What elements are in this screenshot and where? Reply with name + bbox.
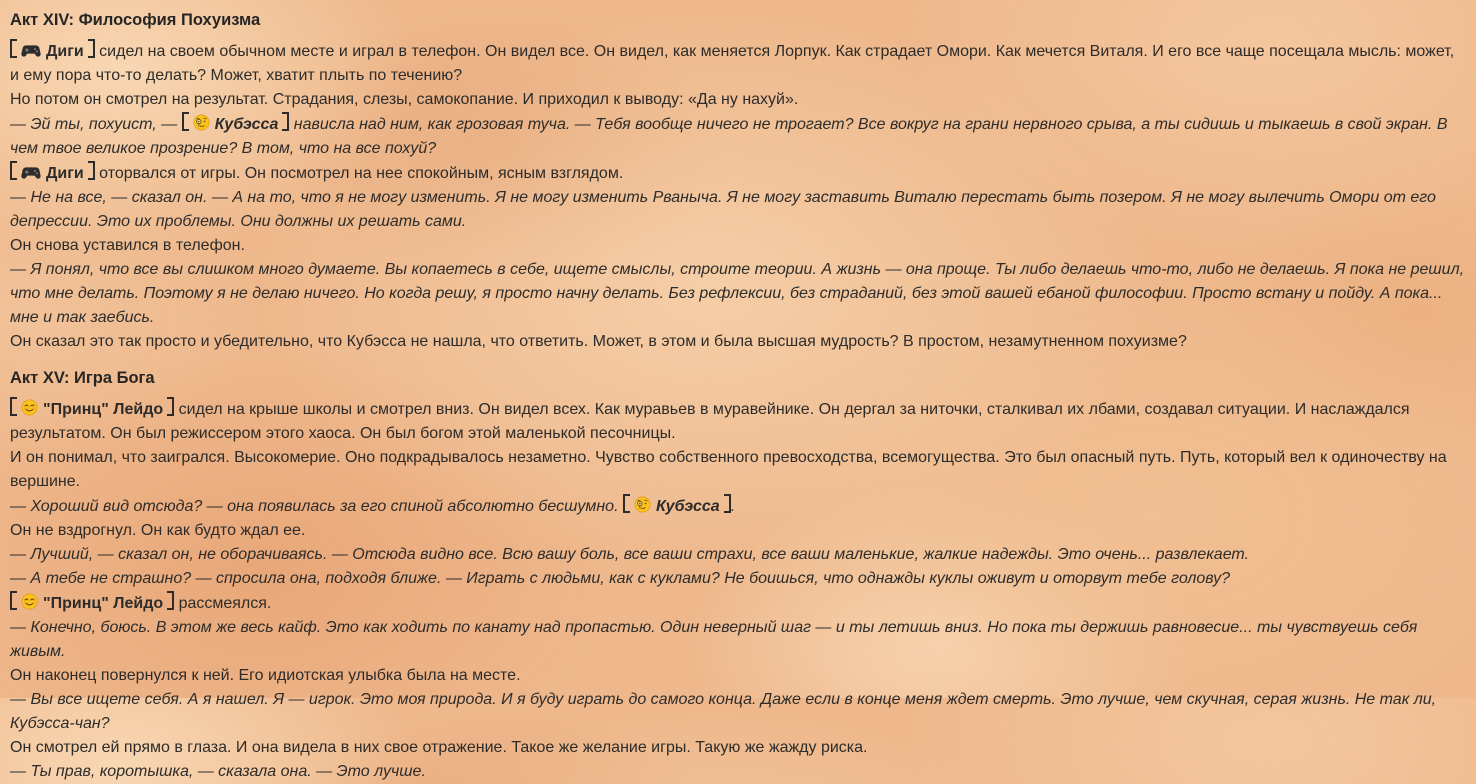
gamepad-icon <box>21 44 41 58</box>
character-marker <box>10 165 95 182</box>
text-run: — Ты прав, коротышка, — сказала она. — Это лучше. <box>10 763 426 780</box>
text-run: сидел на крыше школы и смотрел вниз. Он видел всех. Как муравьев в муравейнике. Он дергал за ниточки, сталкивал их лбами, создавал ситуации. И наслаждался результатом. Он был режиссером этого хаоса. Он был богом этой маленькой песочницы. <box>10 401 1410 442</box>
text-run: Он наконец повернулся к ней. Его идиотская улыбка была на месте. <box>10 667 521 684</box>
narration-paragraph <box>10 330 1466 354</box>
text-run: нависла над ним, как грозовая туча. — Тебя вообще ничего не трогает? Все вокруг на грани нервного срыва, а ты сидишь и тыкаешь в свой экран. В чем твое великое прозрение? В том, что на все похуй? <box>10 116 1448 157</box>
text-run: сидел на своем обычном месте и играл в телефон. Он видел все. Он видел, как меняется Лорпук. Как страдает Омори. Как мечется Виталя. И его все чаще посещала мысль: может, и ему пора что-то делать? Может, хватит плыть по течению? <box>10 43 1455 84</box>
character-name: Кубэсса <box>214 116 279 133</box>
narration-paragraph <box>10 446 1466 494</box>
narration-paragraph <box>10 664 1466 688</box>
text-run: Он смотрел ей прямо в глаза. И она видела в них свое отражение. Такое же желание игры. Такую же жажду риска. <box>10 739 868 756</box>
monocle-face-icon <box>634 496 651 513</box>
text-run: Он снова уставился в телефон. <box>10 237 245 254</box>
gamepad-icon <box>21 166 41 180</box>
smiling-face-icon <box>21 399 38 416</box>
text-run: — Эй ты, похуист, — <box>10 116 182 133</box>
character-marker <box>623 498 731 515</box>
dialogue-paragraph <box>10 494 1466 519</box>
text-run: — Хороший вид отсюда? — она появилась за его спиной абсолютно бесшумно. <box>10 498 623 515</box>
dialogue-paragraph <box>10 112 1466 161</box>
lenticular-bracket-close-icon <box>724 494 731 513</box>
narration-paragraph <box>10 161 1466 186</box>
lenticular-bracket-open-icon <box>182 112 189 131</box>
narration-paragraph <box>10 88 1466 112</box>
character-marker <box>10 43 95 60</box>
monocle-face-icon <box>193 114 210 131</box>
character-name: Диги <box>46 43 84 60</box>
text-run: Он не вздрогнул. Он как будто ждал ее. <box>10 522 306 539</box>
text-run: — Не на все, — сказал он. — А на то, что я не могу изменить. Я не могу изменить Рваныча. Я не могу заставить Виталю перестать быть позером. Я не могу вылечить Омори от его депрессии. Это их проблемы. Они должны их решать сами. <box>10 189 1436 230</box>
text-run: оторвался от игры. Он посмотрел на нее спокойным, ясным взглядом. <box>94 165 624 182</box>
dialogue-paragraph <box>10 258 1466 330</box>
narration-paragraph <box>10 39 1466 88</box>
text-run: И он понимал, что заигрался. Высокомерие. Оно подкрадывалось незаметно. Чувство собственного превосходства, всемогущества. Это был опасный путь. Путь, который вел к одиночеству на вершине. <box>10 449 1447 490</box>
text-run: — Конечно, боюсь. В этом же весь кайф. Это как ходить по канату над пропастью. Один неверный шаг — и ты летишь вниз. Но пока ты держишь равновесие... ты чувствуешь себя живым. <box>10 619 1418 660</box>
character-marker <box>10 595 174 612</box>
character-marker <box>182 116 290 133</box>
lenticular-bracket-open-icon <box>10 397 17 416</box>
act-section <box>10 366 1466 784</box>
narration-paragraph <box>10 591 1466 616</box>
narration-paragraph <box>10 736 1466 760</box>
narration-paragraph <box>10 234 1466 258</box>
dialogue-paragraph <box>10 616 1466 664</box>
text-run: — Я понял, что все вы слишком много думаете. Вы копаетесь в себе, ищете смыслы, строите теории. А жизнь — она проще. Ты либо делаешь что-то, либо не делаешь. Я пока не решил, что мне делать. Поэтому я не делаю ничего. Но когда решу, я просто начну делать. Без рефлексии, без страданий, без этой вашей ебаной философии. Просто встану и пойду. А пока... мне и так заебись. <box>10 261 1465 326</box>
character-marker <box>10 401 174 418</box>
text-run: — А тебе не страшно? — спросила она, подходя ближе. — Играть с людьми, как с куклами? Не боишься, что однажды куклы оживут и оторвут тебе голову? <box>10 570 1231 587</box>
dialogue-paragraph <box>10 567 1466 591</box>
act-heading: Акт XV: Игра Бога <box>10 369 155 387</box>
dialogue-paragraph <box>10 543 1466 567</box>
text-run: — Вы все ищете себя. А я нашел. Я — игрок. Это моя природа. И я буду играть до самого конца. Даже если в конце меня ждет смерть. Это лучше, чем скучная, серая жизнь. Не так ли, Кубэсса-чан? <box>10 691 1437 732</box>
lenticular-bracket-close-icon <box>88 39 95 58</box>
character-name: "Принц" Лейдо <box>43 595 164 612</box>
smiling-face-icon <box>21 593 38 610</box>
narration-paragraph <box>10 397 1466 446</box>
act-section <box>10 8 1466 354</box>
character-name: Кубэсса <box>655 498 720 515</box>
character-name: "Принц" Лейдо <box>43 401 164 418</box>
text-run: рассмеялся. <box>174 595 272 612</box>
dialogue-paragraph <box>10 760 1466 784</box>
text-run: — Лучший, — сказал он, не оборачиваясь. — Отсюда видно все. Всю вашу боль, все ваши страхи, все ваши маленькие, жалкие надежды. Это очень... развлекает. <box>10 546 1249 563</box>
dialogue-paragraph <box>10 688 1466 736</box>
act-heading: Акт XIV: Философия Похуизма <box>10 11 261 29</box>
character-name: Диги <box>46 165 84 182</box>
lenticular-bracket-open-icon <box>10 39 17 58</box>
text-run: Он сказал это так просто и убедительно, что Кубэсса не нашла, что ответить. Может, в этом и была высшая мудрость? В простом, незамутненном похуизме? <box>10 333 1187 350</box>
text-run: Но потом он смотрел на результат. Страдания, слезы, самокопание. И приходил к выводу: «Да ну нахуй». <box>10 91 799 108</box>
text-run: . <box>730 498 736 515</box>
dialogue-paragraph <box>10 186 1466 234</box>
lenticular-bracket-open-icon <box>10 591 17 610</box>
lenticular-bracket-open-icon <box>10 161 17 180</box>
narration-paragraph <box>10 519 1466 543</box>
lenticular-bracket-open-icon <box>623 494 630 513</box>
lenticular-bracket-close-icon <box>88 161 95 180</box>
